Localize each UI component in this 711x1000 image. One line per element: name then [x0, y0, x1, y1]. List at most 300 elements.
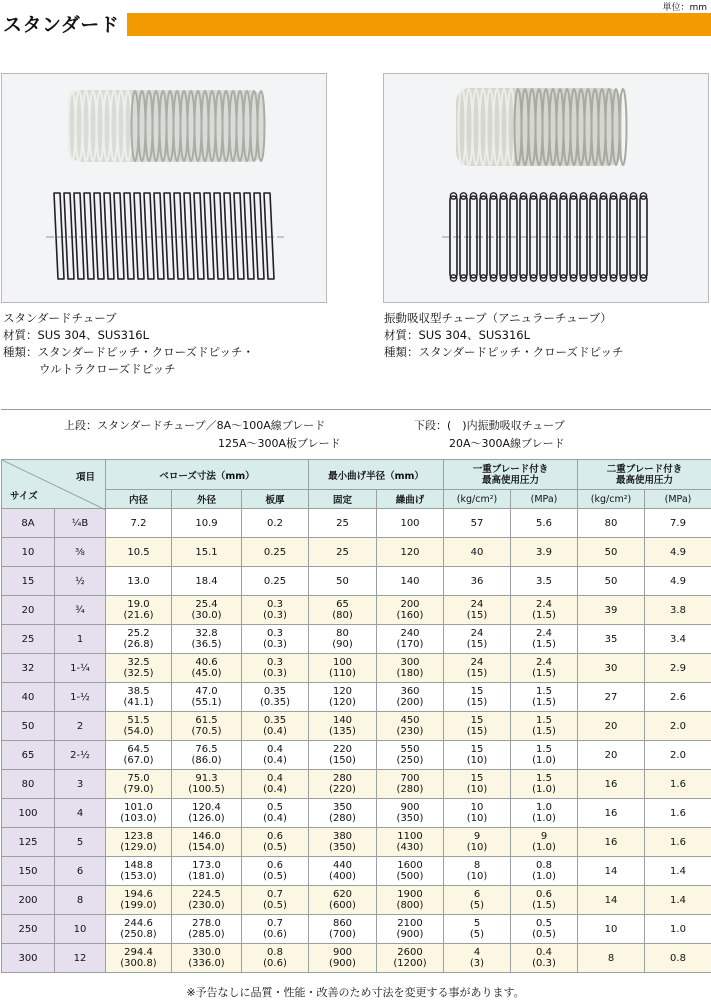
- upper-value: 900: [309, 947, 376, 958]
- rep-cell: [377, 828, 444, 857]
- repeat-bend-header: 繰曲げ: [377, 490, 444, 509]
- outer-cell: [172, 509, 242, 538]
- title-accent-bar: [127, 13, 711, 36]
- upper-value: 0.7: [242, 889, 308, 900]
- thick-cell: [242, 567, 309, 596]
- upper-value: 2600: [377, 947, 443, 958]
- lower-value: (285.0): [172, 929, 241, 940]
- lower-value: (0.4): [242, 755, 308, 766]
- kg1-cell: [444, 799, 511, 828]
- upper-value: 240: [377, 628, 443, 639]
- kg2-cell: 16: [578, 799, 645, 828]
- lower-value: (700): [309, 929, 376, 940]
- upper-value: 0.6: [511, 889, 577, 900]
- lower-value: (220): [309, 784, 376, 795]
- inner-cell: [106, 625, 172, 654]
- upper-value: 6: [444, 889, 510, 900]
- single-braid-group-header: [444, 460, 578, 490]
- table-row: [2, 915, 711, 944]
- lower-value: (0.3): [242, 668, 308, 679]
- kg2-cell: 50: [578, 567, 645, 596]
- upper-value: 2.4: [511, 628, 577, 639]
- upper-value: 18.4: [172, 576, 241, 587]
- lower-value: (54.0): [106, 726, 171, 737]
- upper-value: 80: [309, 628, 376, 639]
- upper-value: 278.0: [172, 918, 241, 929]
- size-a-cell: 32: [2, 654, 55, 683]
- kg1-cell: [444, 828, 511, 857]
- lower-value: (400): [309, 871, 376, 882]
- lower-value: (0.6): [242, 929, 308, 940]
- size-b-cell: 10: [55, 915, 106, 944]
- size-a-cell: 100: [2, 799, 55, 828]
- outer-cell: [172, 828, 242, 857]
- table-row: [2, 828, 711, 857]
- thick-cell: [242, 828, 309, 857]
- lower-value: (3): [444, 958, 510, 969]
- upper-value: 0.5: [511, 918, 577, 929]
- table-row: [2, 857, 711, 886]
- upper-value: 51.5: [106, 715, 171, 726]
- size-a-cell: 200: [2, 886, 55, 915]
- rep-cell: [377, 654, 444, 683]
- upper-value: 330.0: [172, 947, 241, 958]
- upper-value: 0.35: [242, 686, 308, 697]
- footnote: ※予告なしに品質・性能・改善のため寸法を変更する事があります。: [0, 984, 711, 1000]
- upper-value: 148.8: [106, 860, 171, 871]
- size-a-cell: 40: [2, 683, 55, 712]
- upper-value: 40: [444, 547, 510, 558]
- standard-tube-types-cont: ウルトラクローズドピッチ: [3, 361, 254, 378]
- lower-value: (135): [309, 726, 376, 737]
- mpa2-cell: 0.8: [645, 944, 711, 973]
- lower-value: (90): [309, 639, 376, 650]
- upper-value: 25.4: [172, 599, 241, 610]
- size-a-cell: 125: [2, 828, 55, 857]
- upper-value: 7.2: [106, 518, 171, 529]
- lower-value: (250): [377, 755, 443, 766]
- upper-value: 15: [444, 715, 510, 726]
- annular-tube-types: 種類：スタンダードピッチ・クローズドピッチ: [384, 344, 624, 361]
- corner-header-cell: [2, 460, 106, 509]
- size-b-cell: 3: [55, 770, 106, 799]
- upper-value: 140: [377, 576, 443, 587]
- upper-value: 146.0: [172, 831, 241, 842]
- kg2-cell: 30: [578, 654, 645, 683]
- kg2-cell: 10: [578, 915, 645, 944]
- single-braid-subtitle: 最高使用圧力: [444, 475, 577, 486]
- standard-tube-material: 材質：SUS 304、SUS316L: [3, 327, 254, 344]
- lower-value: (336.0): [172, 958, 241, 969]
- lower-value: (0.3): [511, 958, 577, 969]
- lower-value: (1.0): [511, 784, 577, 795]
- lower-value: (5): [444, 900, 510, 911]
- lower-value: (1200): [377, 958, 443, 969]
- lower-value: (0.5): [242, 871, 308, 882]
- fixed-header: 固定: [309, 490, 377, 509]
- fixed-cell: [309, 654, 377, 683]
- upper-value: 120.4: [172, 802, 241, 813]
- inner-cell: [106, 857, 172, 886]
- lower-value: (79.0): [106, 784, 171, 795]
- upper-value: 2.4: [511, 657, 577, 668]
- mpa1-cell: [511, 770, 578, 799]
- lower-value: (199.0): [106, 900, 171, 911]
- outer-cell: [172, 654, 242, 683]
- upper-value: 294.4: [106, 947, 171, 958]
- kg2-cell: 20: [578, 712, 645, 741]
- lower-value: (153.0): [106, 871, 171, 882]
- lower-value: (280): [309, 813, 376, 824]
- upper-value: 0.7: [242, 918, 308, 929]
- fixed-cell: [309, 741, 377, 770]
- kg2-cell: 8: [578, 944, 645, 973]
- upper-value: 123.8: [106, 831, 171, 842]
- section-divider: [1, 409, 711, 410]
- outer-cell: [172, 799, 242, 828]
- double-braid-group-header: [578, 460, 711, 490]
- outer-cell: [172, 944, 242, 973]
- outer-cell: [172, 770, 242, 799]
- size-a-cell: 8A: [2, 509, 55, 538]
- kg2-cell: 16: [578, 770, 645, 799]
- rep-cell: [377, 857, 444, 886]
- thick-cell: [242, 799, 309, 828]
- rep-cell: [377, 596, 444, 625]
- thick-cell: [242, 683, 309, 712]
- upper-value: 700: [377, 773, 443, 784]
- fixed-cell: [309, 567, 377, 596]
- upper-value: 0.4: [511, 947, 577, 958]
- upper-value: 15: [444, 686, 510, 697]
- upper-value: 40.6: [172, 657, 241, 668]
- mpa2-cell: 3.4: [645, 625, 711, 654]
- upper-value: 1.5: [511, 744, 577, 755]
- upper-value: 36: [444, 576, 510, 587]
- lower-value: (600): [309, 900, 376, 911]
- lower-value: (1.0): [511, 813, 577, 824]
- rep-cell: [377, 886, 444, 915]
- lower-value: (5): [444, 929, 510, 940]
- rep-cell: [377, 770, 444, 799]
- size-a-cell: 20: [2, 596, 55, 625]
- mpa1-cell: [511, 509, 578, 538]
- kg2-cell: 16: [578, 828, 645, 857]
- thick-cell: [242, 886, 309, 915]
- upper-value: 0.2: [242, 518, 308, 529]
- kg1-cell: [444, 509, 511, 538]
- thick-cell: [242, 857, 309, 886]
- lower-value: (160): [377, 610, 443, 621]
- upper-value: 0.3: [242, 657, 308, 668]
- upper-value: 5.6: [511, 518, 577, 529]
- upper-value: 24: [444, 628, 510, 639]
- thick-cell: [242, 944, 309, 973]
- outer-cell: [172, 538, 242, 567]
- mpa2-cell: 2.6: [645, 683, 711, 712]
- standard-tube-caption: [3, 310, 254, 378]
- size-b-cell: 1-¼: [55, 654, 106, 683]
- kg1-cell: [444, 741, 511, 770]
- annular-tube-caption: [384, 310, 624, 361]
- inner-cell: [106, 828, 172, 857]
- fixed-cell: [309, 596, 377, 625]
- upper-value: 220: [309, 744, 376, 755]
- mpa2-cell: 4.9: [645, 567, 711, 596]
- thick-cell: [242, 538, 309, 567]
- kg1-cell: [444, 567, 511, 596]
- upper-value: 25: [309, 518, 376, 529]
- rep-cell: [377, 712, 444, 741]
- standard-tube-name: スタンダードチューブ: [3, 310, 254, 327]
- outer-cell: [172, 567, 242, 596]
- table-row: [2, 625, 711, 654]
- lower-value: (800): [377, 900, 443, 911]
- size-b-cell: 8: [55, 886, 106, 915]
- upper-value: 15: [444, 773, 510, 784]
- kg1-cell: [444, 857, 511, 886]
- thickness-header: 板厚: [242, 490, 309, 509]
- inner-cell: [106, 770, 172, 799]
- mpa1-cell: [511, 567, 578, 596]
- size-a-cell: 50: [2, 712, 55, 741]
- bellows-group-header: ベローズ寸法（mm）: [106, 460, 309, 490]
- lower-value: (1.5): [511, 900, 577, 911]
- rep-cell: [377, 799, 444, 828]
- thick-cell: [242, 509, 309, 538]
- kg1-cell: [444, 886, 511, 915]
- kg1-cell: [444, 625, 511, 654]
- bend-radius-group-header: 最小曲げ半径（mm）: [309, 460, 444, 490]
- kg2-cell: 50: [578, 538, 645, 567]
- outer-diameter-header: 外径: [172, 490, 242, 509]
- fixed-cell: [309, 944, 377, 973]
- inner-cell: [106, 596, 172, 625]
- mpa1-cell: [511, 538, 578, 567]
- table-row: [2, 799, 711, 828]
- thick-cell: [242, 770, 309, 799]
- lower-value: (900): [309, 958, 376, 969]
- size-b-cell: ¼B: [55, 509, 106, 538]
- kg1-cell: [444, 915, 511, 944]
- kg2-cell: 39: [578, 596, 645, 625]
- single-braid-title: 一重ブレード付き: [444, 464, 577, 475]
- mpa1-cell: [511, 857, 578, 886]
- upper-value: 0.25: [242, 547, 308, 558]
- upper-value: 61.5: [172, 715, 241, 726]
- kg1-cell: [444, 770, 511, 799]
- kg2-cell: 27: [578, 683, 645, 712]
- table-row: [2, 712, 711, 741]
- lower-value: (15): [444, 726, 510, 737]
- lower-value: (86.0): [172, 755, 241, 766]
- fixed-cell: [309, 770, 377, 799]
- rep-cell: [377, 915, 444, 944]
- upper-value: 620: [309, 889, 376, 900]
- upper-value: 15: [444, 744, 510, 755]
- lower-value: (0.35): [242, 697, 308, 708]
- lower-value: (0.3): [242, 639, 308, 650]
- table-row: [2, 683, 711, 712]
- lower-value: (0.4): [242, 813, 308, 824]
- standard-tube-types: 種類：スタンダードピッチ・クローズドピッチ・: [3, 344, 254, 361]
- annular-tube-name: 振動吸収型チューブ（アニュラーチューブ）: [384, 310, 624, 327]
- double-braid-title: 二重ブレード付き: [578, 464, 711, 475]
- upper-value: 1.5: [511, 715, 577, 726]
- kg1-cell: [444, 944, 511, 973]
- upper-value: 1600: [377, 860, 443, 871]
- inner-cell: [106, 567, 172, 596]
- size-a-cell: 300: [2, 944, 55, 973]
- rep-cell: [377, 538, 444, 567]
- lower-value: (30.0): [172, 610, 241, 621]
- upper-value: 1100: [377, 831, 443, 842]
- upper-value: 32.8: [172, 628, 241, 639]
- lower-value: (32.5): [106, 668, 171, 679]
- unit-label: 単位：mm: [662, 0, 707, 13]
- mpa2-cell: 2.9: [645, 654, 711, 683]
- inner-cell: [106, 712, 172, 741]
- upper-value: 224.5: [172, 889, 241, 900]
- lower-value: (110): [309, 668, 376, 679]
- lower-value: (0.4): [242, 726, 308, 737]
- upper-value: 13.0: [106, 576, 171, 587]
- double-braid-subtitle: 最高使用圧力: [578, 475, 711, 486]
- fixed-cell: [309, 712, 377, 741]
- mpa2-cell: 1.6: [645, 770, 711, 799]
- upper-value: 9: [444, 831, 510, 842]
- upper-value: 0.8: [242, 947, 308, 958]
- outer-cell: [172, 625, 242, 654]
- mpa2-cell: 1.0: [645, 915, 711, 944]
- lower-value: (1.5): [511, 697, 577, 708]
- table-row: [2, 509, 711, 538]
- upper-value: 1.5: [511, 773, 577, 784]
- double-mpa-header: (MPa): [645, 490, 711, 509]
- lower-value: (1.0): [511, 755, 577, 766]
- upper-value: 10.9: [172, 518, 241, 529]
- mpa1-cell: [511, 654, 578, 683]
- lower-value: (500): [377, 871, 443, 882]
- upper-value: 65: [309, 599, 376, 610]
- inner-cell: [106, 944, 172, 973]
- single-mpa-header: (MPa): [511, 490, 578, 509]
- rep-cell: [377, 509, 444, 538]
- lower-value: (1.0): [511, 842, 577, 853]
- thick-cell: [242, 654, 309, 683]
- upper-value: 24: [444, 657, 510, 668]
- inner-diameter-header: 内径: [106, 490, 172, 509]
- thick-cell: [242, 625, 309, 654]
- spec-table: [1, 459, 711, 973]
- diagonal-divider: [2, 460, 106, 510]
- page-title: スタンダード: [3, 10, 119, 37]
- mpa1-cell: [511, 799, 578, 828]
- mpa1-cell: [511, 915, 578, 944]
- size-b-cell: ½: [55, 567, 106, 596]
- upper-value: 25: [309, 547, 376, 558]
- lower-value: (129.0): [106, 842, 171, 853]
- upper-value: 64.5: [106, 744, 171, 755]
- thick-cell: [242, 915, 309, 944]
- kg2-cell: 14: [578, 857, 645, 886]
- outer-cell: [172, 683, 242, 712]
- lower-value: (15): [444, 668, 510, 679]
- upper-value: 0.8: [511, 860, 577, 871]
- size-b-cell: 6: [55, 857, 106, 886]
- upper-value: 100: [309, 657, 376, 668]
- size-b-cell: 12: [55, 944, 106, 973]
- mpa1-cell: [511, 741, 578, 770]
- lower-value: (230): [377, 726, 443, 737]
- lower-value: (103.0): [106, 813, 171, 824]
- lower-value: (900): [377, 929, 443, 940]
- upper-value: 140: [309, 715, 376, 726]
- standard-tube-drawing: [2, 74, 328, 304]
- lower-value: (0.6): [242, 958, 308, 969]
- size-a-cell: 25: [2, 625, 55, 654]
- mpa2-cell: 4.9: [645, 538, 711, 567]
- upper-value: 0.5: [242, 802, 308, 813]
- item-header: 項目: [76, 469, 95, 483]
- lower-value: (350): [309, 842, 376, 853]
- lower-value: (0.5): [242, 842, 308, 853]
- upper-value: 450: [377, 715, 443, 726]
- size-a-cell: 80: [2, 770, 55, 799]
- legend-lower: 下段：( )内振動吸収チューブ: [414, 417, 565, 433]
- table-row: [2, 944, 711, 973]
- fixed-cell: [309, 857, 377, 886]
- legend-upper: 上段：スタンダードチューブ／8A～100A線ブレード: [64, 417, 325, 433]
- lower-value: (15): [444, 697, 510, 708]
- inner-cell: [106, 886, 172, 915]
- lower-value: (126.0): [172, 813, 241, 824]
- upper-value: 47.0: [172, 686, 241, 697]
- single-kg-header: (kg/cm²): [444, 490, 511, 509]
- lower-value: (154.0): [172, 842, 241, 853]
- inner-cell: [106, 741, 172, 770]
- inner-cell: [106, 509, 172, 538]
- kg1-cell: [444, 596, 511, 625]
- mpa1-cell: [511, 944, 578, 973]
- lower-value: (180): [377, 668, 443, 679]
- size-b-cell: ⅜: [55, 538, 106, 567]
- mpa1-cell: [511, 596, 578, 625]
- mpa2-cell: 1.4: [645, 857, 711, 886]
- upper-value: 120: [309, 686, 376, 697]
- mpa2-cell: 2.0: [645, 712, 711, 741]
- lower-value: (170): [377, 639, 443, 650]
- size-a-cell: 150: [2, 857, 55, 886]
- annular-tube-drawing: [384, 74, 710, 304]
- kg1-cell: [444, 538, 511, 567]
- size-b-cell: 1: [55, 625, 106, 654]
- upper-value: 15.1: [172, 547, 241, 558]
- upper-value: 24: [444, 599, 510, 610]
- lower-value: (41.1): [106, 697, 171, 708]
- rep-cell: [377, 567, 444, 596]
- upper-value: 19.0: [106, 599, 171, 610]
- table-row: [2, 654, 711, 683]
- kg1-cell: [444, 683, 511, 712]
- size-header: サイズ: [10, 488, 38, 502]
- mpa1-cell: [511, 683, 578, 712]
- upper-value: 2100: [377, 918, 443, 929]
- mpa2-cell: 1.6: [645, 799, 711, 828]
- upper-value: 5: [444, 918, 510, 929]
- fixed-cell: [309, 509, 377, 538]
- upper-value: 25.2: [106, 628, 171, 639]
